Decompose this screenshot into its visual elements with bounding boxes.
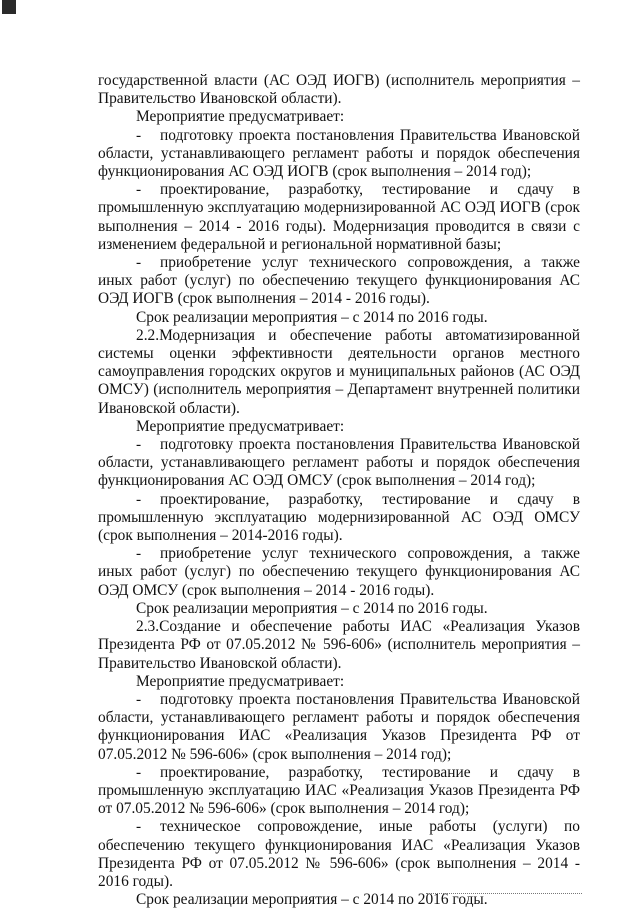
bullet-dash: -	[136, 436, 142, 454]
bullet-dash: -	[136, 254, 142, 272]
bullet-text: техническое сопровождение, иные работы (услуги) по обеспечению текущего функционирования ИАС «Реализация Указов Президента РФ от 07.05.2012 № 596-606» (срок выполнения – 2014 - 2016 годы).	[98, 818, 580, 890]
bullet-item	[98, 818, 580, 891]
paragraph: Срок реализации мероприятия – с 2014 по 2016 годы.	[136, 599, 488, 617]
document-body	[98, 72, 580, 909]
bullet-text: проектирование, разработку, тестирование и сдачу в промышленную эксплуатацию модернизированной АС ОЭД ИОГВ (срок выполнения – 2014 - 2016 годы). Модернизация проводится в связи с изменением федеральной и региональной нормативной базы;	[98, 181, 580, 253]
bullet-dash: -	[136, 545, 142, 563]
bullet-item	[98, 181, 580, 254]
bullet-dash: -	[136, 763, 142, 781]
bullet-dash: -	[136, 126, 142, 144]
bullet-dash: -	[136, 818, 142, 836]
paragraph: 2.3.Создание и обеспечение работы ИАС «Реализация Указов Президента РФ от 07.05.2012 № 596-606» (исполнитель мероприятия – Правительство Ивановской области).	[98, 618, 580, 672]
bullet-item	[98, 127, 580, 182]
page-bottom-dotted-line	[426, 893, 582, 894]
bullet-text: проектирование, разработку, тестирование и сдачу в промышленную эксплуатацию модернизированной АС ОЭД ОМСУ (срок выполнения – 2014-2016 годы).	[98, 490, 580, 545]
bullet-text: приобретение услуг технического сопровождения, а также иных работ (услуг) по обеспечению текущего функционирования АС ОЭД ИОГВ (срок выполнения – 2014 - 2016 годы).	[98, 254, 580, 308]
bullet-text: приобретение услуг технического сопровождения, а также иных работ (услуг) по обеспечению текущего функционирования АС ОЭД ОМСУ (срок выполнения – 2014 - 2016 годы).	[98, 545, 580, 599]
paragraph: Мероприятие предусматривает:	[136, 672, 345, 690]
bullet-text: подготовку проекта постановления Правительства Ивановской области, устанавливающего регламент работы и порядок обеспечения функционирования ИАС «Реализация Указов Президента РФ от 07.05.2012 № 596-606» (срок выполнения – 2014 год);	[98, 690, 580, 763]
bullet-item	[98, 545, 580, 600]
paragraph: государственной власти (АС ОЭД ИОГВ) (исполнитель мероприятия – Правительство Ивановской области).	[98, 72, 580, 108]
bullet-text: проектирование, разработку, тестирование и сдачу в промышленную эксплуатацию ИАС «Реализация Указов Президента РФ от 07.05.2012 № 596-606» (срок выполнения – 2014 год);	[98, 763, 580, 818]
paragraph: 2.2.Модернизация и обеспечение работы автоматизированной системы оценки эффективности деятельности органов местного самоуправления городских округов и муниципальных районов (АС ОЭД ОМСУ) (исполнитель мероприятия – Департамент внутренней политики Ивановской области).	[98, 326, 580, 417]
scan-corner-mark	[2, 0, 16, 14]
bullet-item	[98, 436, 580, 491]
bullet-item	[98, 491, 580, 546]
bullet-dash: -	[136, 181, 142, 199]
bullet-dash: -	[136, 490, 142, 508]
bullet-item	[98, 691, 580, 764]
bullet-text: подготовку проекта постановления Правительства Ивановской области, устанавливающего регламент работы и порядок обеспечения функционирования АС ОЭД ИОГВ (срок выполнения – 2014 год);	[98, 126, 580, 181]
bullet-item	[98, 254, 580, 309]
bullet-dash: -	[136, 690, 142, 708]
paragraph: Срок реализации мероприятия – с 2014 по 2016 годы.	[136, 308, 488, 326]
paragraph: Мероприятие предусматривает:	[136, 417, 345, 435]
bullet-text: подготовку проекта постановления Правительства Ивановской области, устанавливающего регламент работы и порядок обеспечения функционирования АС ОЭД ОМСУ (срок выполнения – 2014 год);	[98, 436, 580, 490]
bullet-item	[98, 764, 580, 819]
paragraph: Мероприятие предусматривает:	[136, 108, 345, 126]
paragraph: Срок реализации мероприятия – с 2014 по 2016 годы.	[136, 891, 488, 909]
